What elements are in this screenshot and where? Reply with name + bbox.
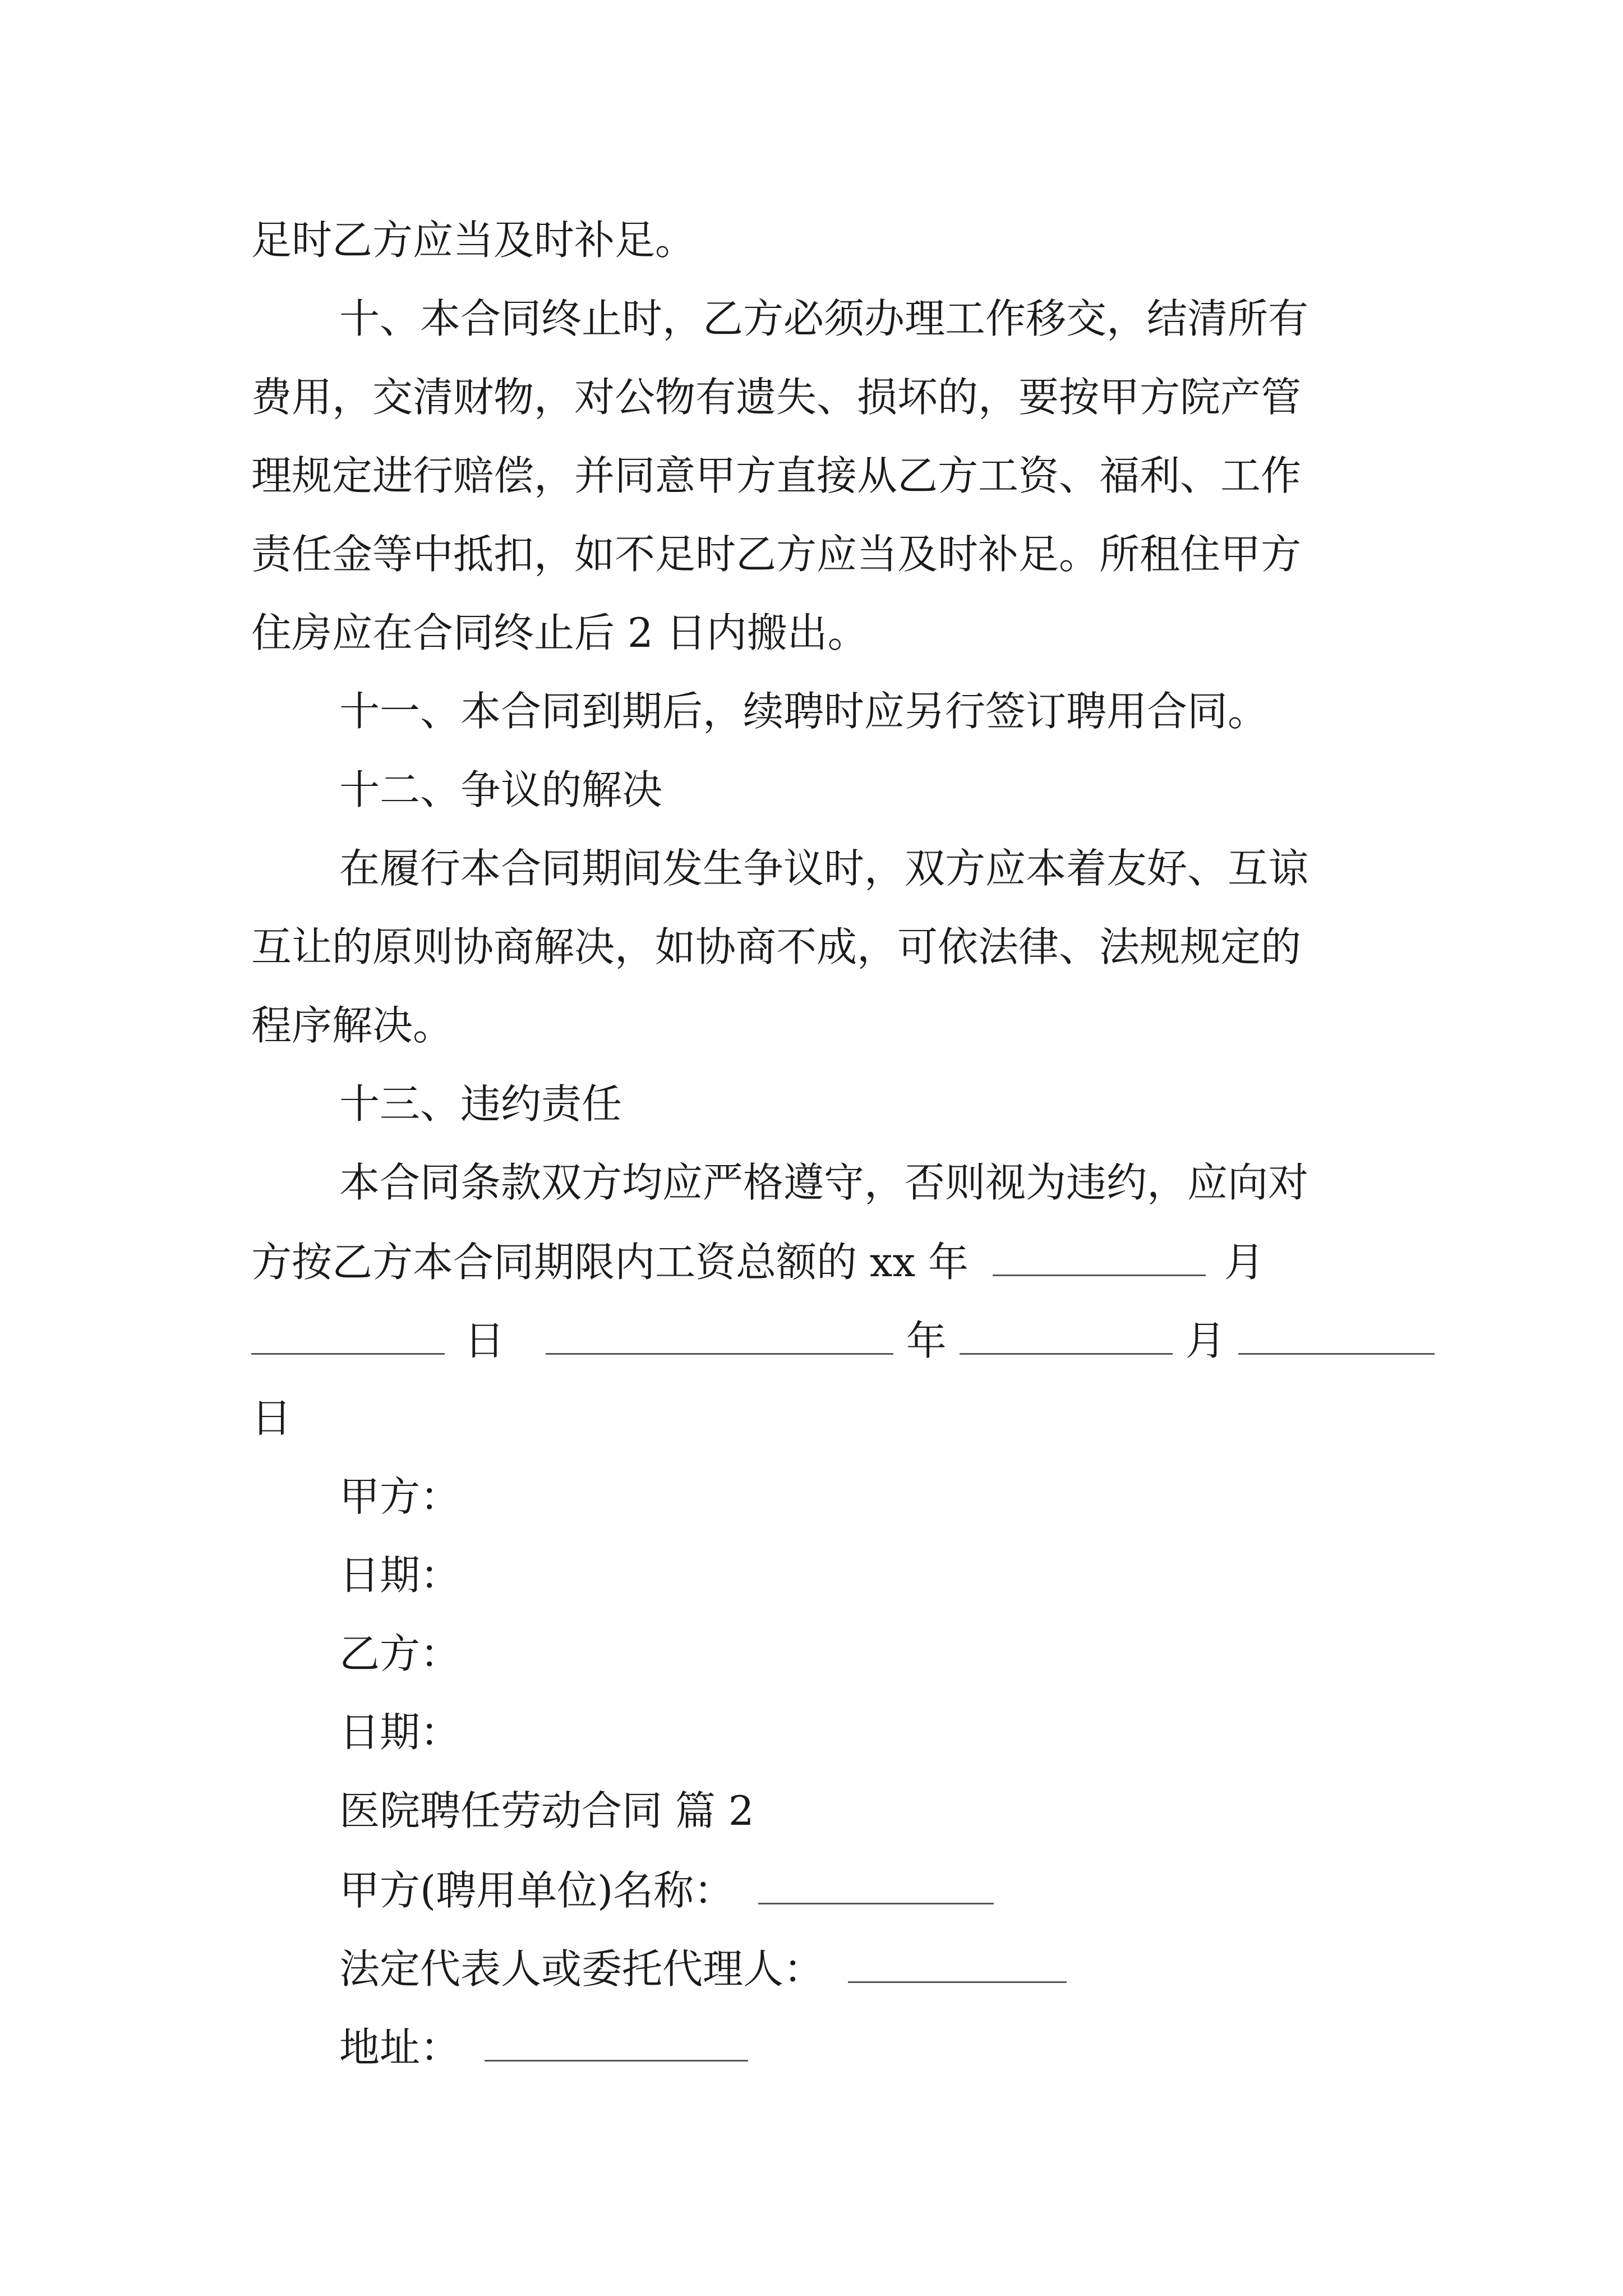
paragraph-line: 足时乙方应当及时补足。 xyxy=(251,217,696,264)
representative-field[interactable] xyxy=(848,1948,1067,1983)
address-field[interactable] xyxy=(485,2026,748,2062)
section-title: 医院聘任劳动合同 篇 2 xyxy=(339,1787,754,1834)
paragraph-line: 理规定进行赔偿，并同意甲方直接从乙方工资、福利、工作 xyxy=(251,452,1302,499)
date-blanks-line: 日 年 月 xyxy=(251,1319,1435,1361)
paragraph-line: 互让的原则协商解决，如协商不成，可依法律、法规规定的 xyxy=(251,923,1302,970)
blank-underline[interactable] xyxy=(1238,1319,1435,1355)
paragraph-line: 住房应在合同终止后 2 日内搬出。 xyxy=(251,609,868,656)
paragraph-line: 在履行本合同期间发生争议时，双方应本着友好、互谅 xyxy=(339,845,1309,892)
paragraph-line: 费用，交清财物，对公物有遗失、损坏的，要按甲方院产管 xyxy=(251,374,1302,421)
party-b-label: 乙方： xyxy=(339,1630,461,1677)
blank-underline[interactable] xyxy=(993,1241,1206,1276)
party-a-label: 甲方： xyxy=(339,1473,461,1520)
paragraph-line: 日 xyxy=(251,1395,292,1442)
blank-underline[interactable] xyxy=(546,1319,893,1355)
employer-name-field[interactable] xyxy=(758,1869,994,1904)
clause-13-heading: 十三、违约责任 xyxy=(339,1080,623,1128)
employer-name-line: 甲方(聘用单位)名称： xyxy=(339,1869,994,1911)
date-label: 日期： xyxy=(339,1552,461,1599)
clause-11-line: 十一、本合同到期后，续聘时应另行签订聘用合同。 xyxy=(339,688,1269,735)
paragraph-line: 责任金等中抵扣，如不足时乙方应当及时补足。所租住甲方 xyxy=(251,531,1302,578)
clause-12-heading: 十二、争议的解决 xyxy=(339,766,663,813)
representative-line: 法定代表人或委托代理人： xyxy=(339,1948,1067,1989)
clause-10-heading-line: 十、本合同终止时，乙方必须办理工作移交，结清所有 xyxy=(339,295,1309,342)
paragraph-line: 程序解决。 xyxy=(251,1002,454,1049)
address-line: 地址： xyxy=(339,2026,748,2068)
paragraph-line: 方按乙方本合同期限内工资总额的 xx 年 月 xyxy=(251,1239,1265,1286)
paragraph-line: 本合同条款双方均应严格遵守，否则视为违约，应向对 xyxy=(339,1159,1309,1206)
date-label: 日期： xyxy=(339,1709,461,1756)
blank-underline[interactable] xyxy=(251,1319,445,1355)
blank-underline[interactable] xyxy=(960,1319,1173,1355)
